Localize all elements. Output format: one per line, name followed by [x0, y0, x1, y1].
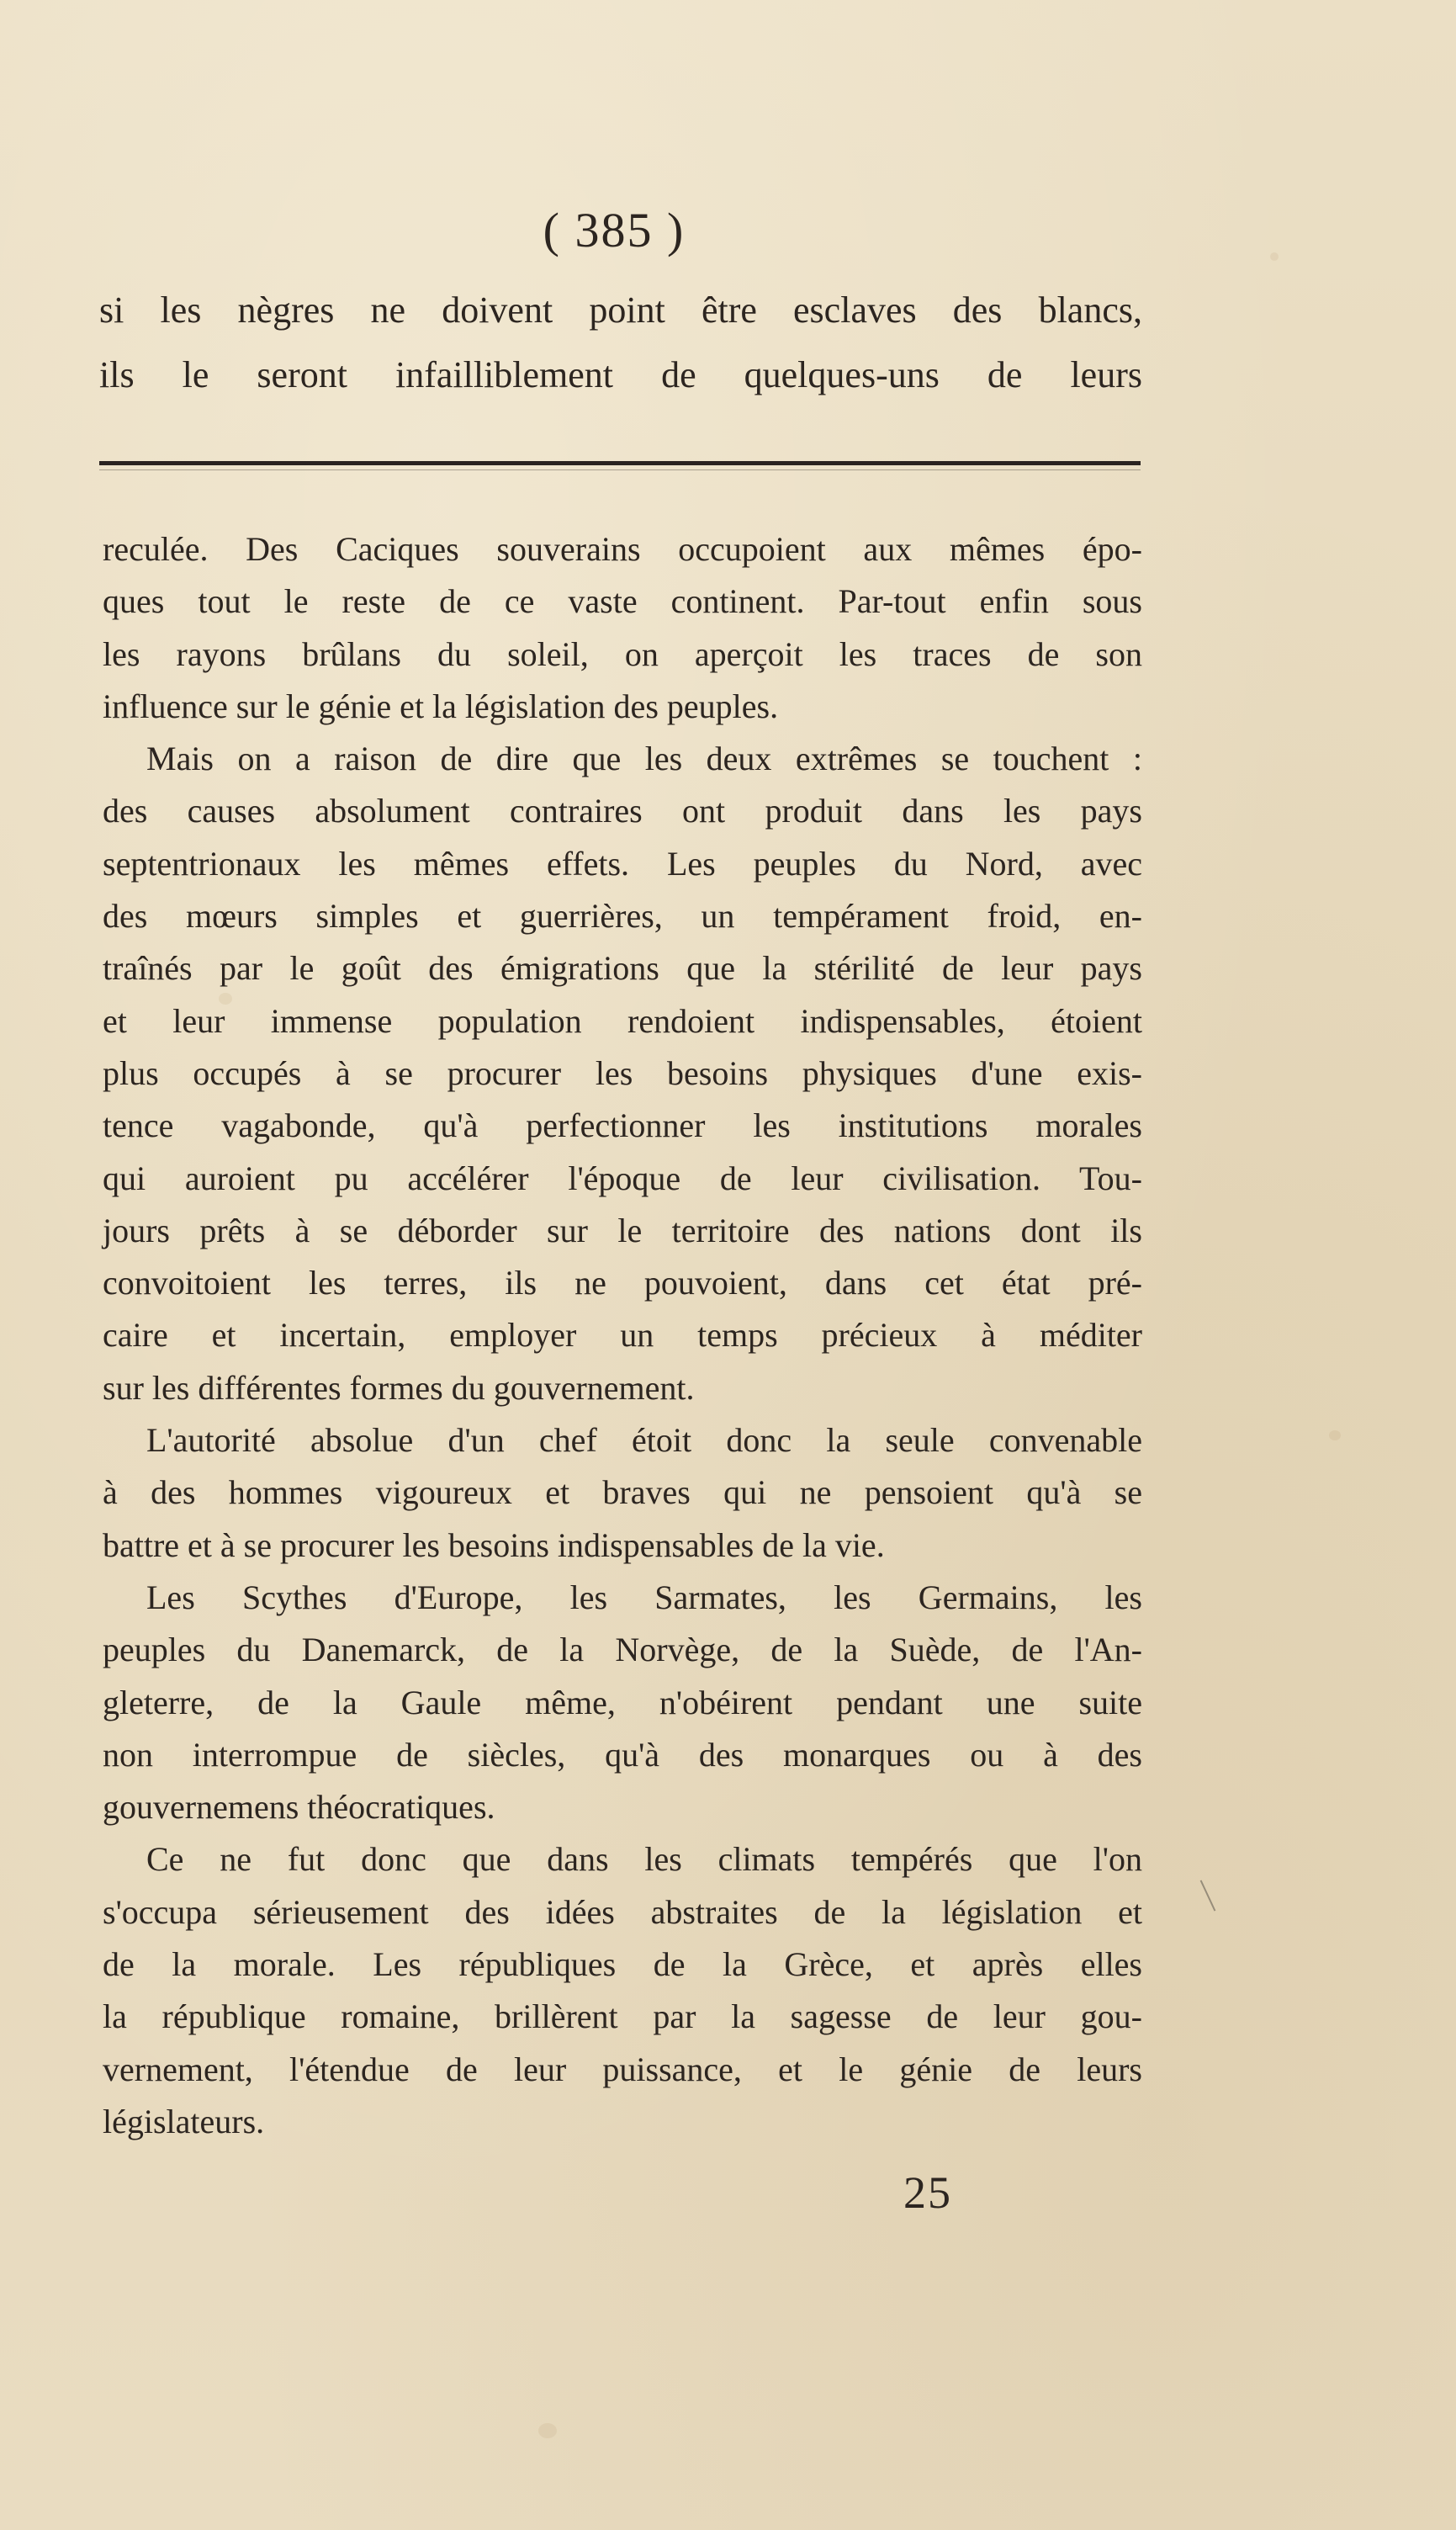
text-line: législateurs. [103, 2102, 265, 2140]
text-line: non interrompue de siècles, qu'à des monarques ou à des [103, 1735, 1142, 1774]
text-line: la république romaine, brillèrent par la sagesse de leur gou- [103, 1997, 1142, 2036]
text-line: septentrionaux les mêmes effets. Les peuples du Nord, avec [103, 844, 1142, 883]
text-line: et leur immense population rendoient indispensables, étoient [103, 1001, 1142, 1040]
text-line: Ce ne fut donc que dans les climats tempérés que l'on [146, 1840, 1142, 1879]
section-divider [99, 461, 1141, 465]
paper-stain [1329, 1430, 1341, 1440]
signature-mark: 25 [903, 2167, 952, 2218]
page-number: ( 385 ) [543, 203, 686, 257]
text-line: tence vagabonde, qu'à perfectionner les institutions morales [103, 1106, 1142, 1145]
previous-text-line: ils le seront infailliblement de quelques-uns de leurs [99, 354, 1142, 395]
body-text [103, 523, 1142, 2148]
text-line: gouvernemens théocratiques. [103, 1788, 495, 1827]
text-line: de la morale. Les républiques de la Grèce, et après elles [103, 1945, 1142, 1984]
text-line: ques tout le reste de ce vaste continent. Par-tout enfin sous [103, 582, 1142, 621]
text-line: les rayons brûlans du soleil, on aperçoit les traces de son [103, 634, 1142, 673]
section-divider-thin [99, 469, 1141, 470]
margin-mark [1200, 1880, 1216, 1911]
text-line: jours prêts à se déborder sur le territoire des nations dont ils [103, 1211, 1142, 1249]
text-line: peuples du Danemarck, de la Norvège, de la Suède, de l'An- [103, 1631, 1142, 1669]
text-line: traînés par le goût des émigrations que la stérilité de leur pays [103, 949, 1142, 988]
text-line: L'autorité absolue d'un chef étoit donc la seule convenable [146, 1421, 1142, 1460]
text-line: des causes absolument contraires ont produit dans les pays [103, 792, 1142, 830]
text-line: s'occupa sérieusement des idées abstraites de la législation et [103, 1892, 1142, 1931]
text-line: plus occupés à se procurer les besoins physiques d'une exis- [103, 1053, 1142, 1092]
paper-stain [538, 2423, 557, 2438]
paper-stain [1270, 252, 1279, 261]
text-line: reculée. Des Caciques souverains occupoient aux mêmes épo- [103, 530, 1142, 568]
text-line: convoitoient les terres, ils ne pouvoient, dans cet état pré- [103, 1264, 1142, 1302]
text-line: battre et à se procurer les besoins indispensables de la vie. [103, 1525, 885, 1564]
text-line: des mœurs simples et guerrières, un tempérament froid, en- [103, 897, 1142, 936]
text-line: Les Scythes d'Europe, les Sarmates, les Germains, les [146, 1578, 1142, 1616]
text-line: qui auroient pu accélérer l'époque de leur civilisation. Tou- [103, 1159, 1142, 1197]
previous-text-line: si les nègres ne doivent point être esclaves des blancs, [99, 289, 1142, 331]
text-line: Mais on a raison de dire que les deux extrêmes se touchent : [146, 740, 1142, 778]
text-line: caire et incertain, employer un temps précieux à méditer [103, 1316, 1142, 1355]
text-line: vernement, l'étendue de leur puissance, et le génie de leurs [103, 2050, 1142, 2088]
text-line: influence sur le génie et la législation des peuples. [103, 687, 779, 725]
text-line: gleterre, de la Gaule même, n'obéirent pendant une suite [103, 1683, 1142, 1721]
text-line: à des hommes vigoureux et braves qui ne pensoient qu'à se [103, 1473, 1142, 1512]
text-line: sur les différentes formes du gouvernement. [103, 1368, 695, 1407]
